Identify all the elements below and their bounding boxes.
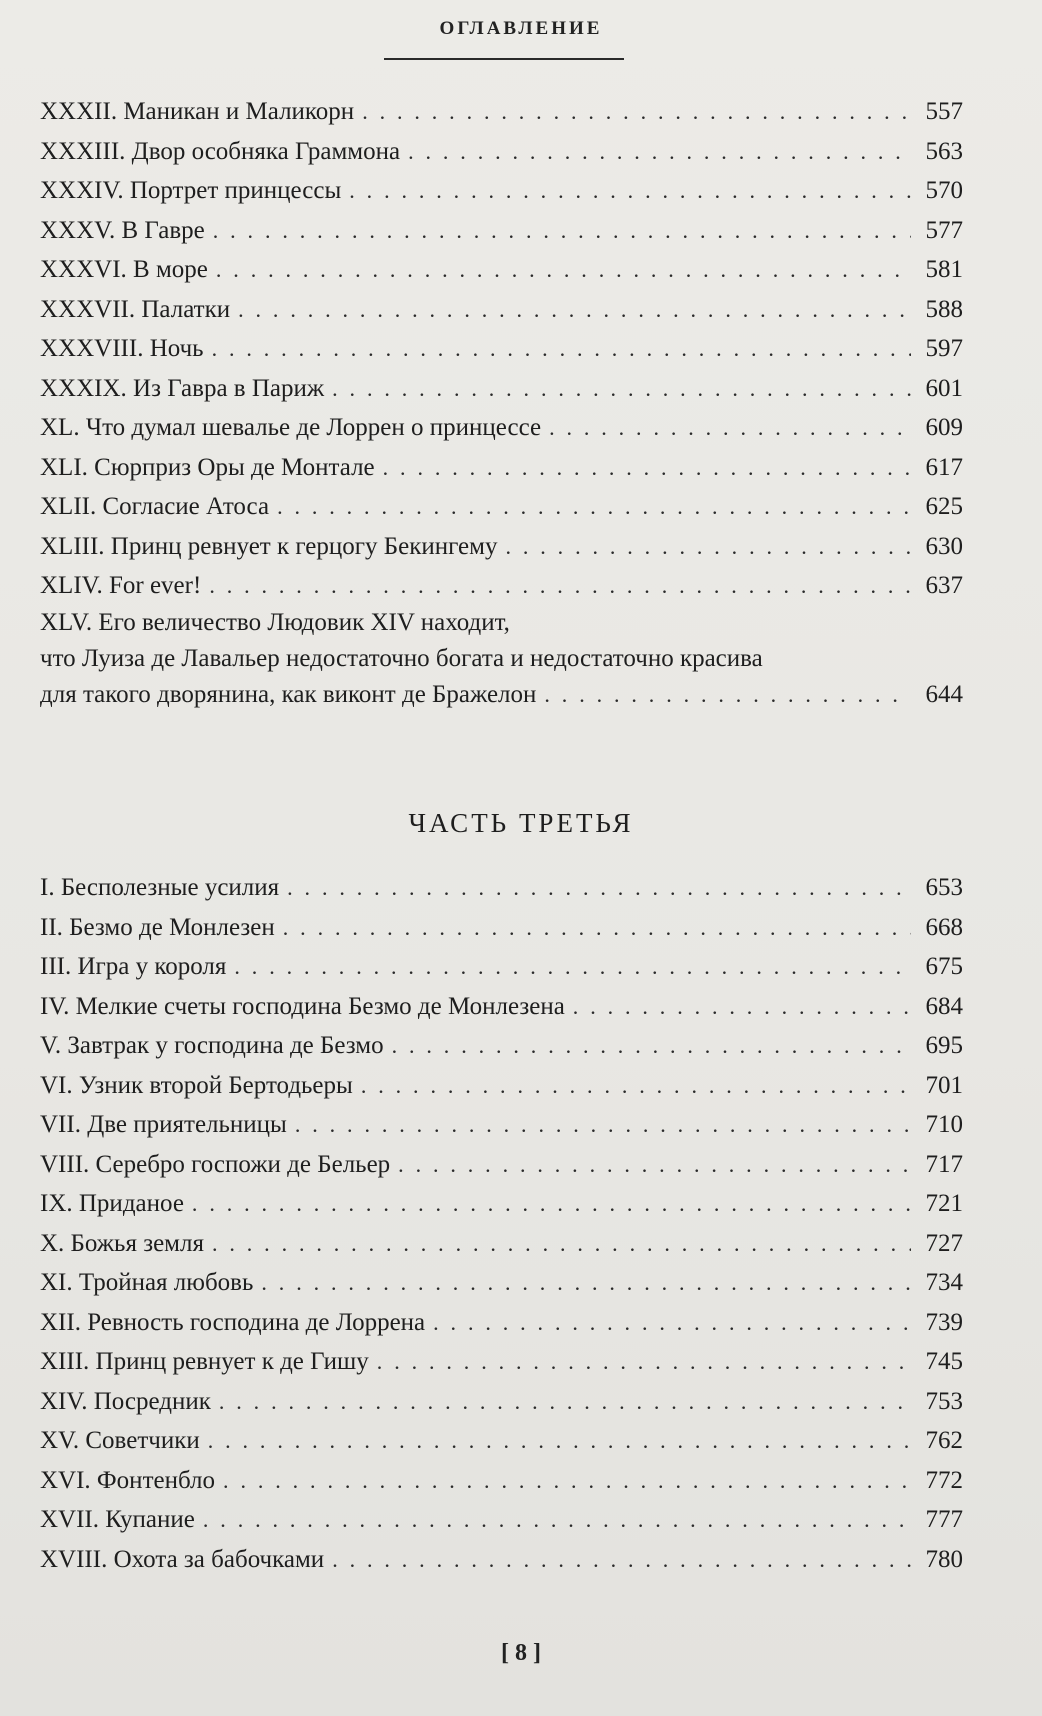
dot-leader xyxy=(573,987,911,1027)
toc-entry-title: XXXIX. Из Гавра в Париж xyxy=(40,374,325,402)
toc-entry-page: 780 xyxy=(925,1545,963,1573)
toc-entry-title: VI. Узник второй Бертодьеры xyxy=(40,1071,353,1099)
toc-entry-page: 601 xyxy=(925,374,963,402)
toc-entry-page: 745 xyxy=(925,1348,963,1375)
dot-leader xyxy=(433,1303,911,1343)
toc-entry-page: 739 xyxy=(925,1308,963,1336)
toc-list-part-three xyxy=(40,868,963,1579)
dot-leader xyxy=(544,677,911,713)
toc-entry-page: 637 xyxy=(925,572,963,599)
toc-entry-page: 734 xyxy=(925,1269,963,1296)
dot-leader xyxy=(392,1026,911,1066)
toc-entry xyxy=(40,987,963,1027)
toc-entry-page: 753 xyxy=(925,1387,963,1415)
dot-leader xyxy=(238,290,911,330)
toc-entry-title: V. Завтрак у господина де Безмо xyxy=(40,1032,384,1059)
dot-leader xyxy=(209,566,911,606)
page-header xyxy=(0,18,1042,40)
toc-entry xyxy=(40,171,963,211)
toc-entry xyxy=(40,1421,963,1461)
toc-entry xyxy=(40,1105,963,1145)
toc-entry-title: IV. Мелкие счеты господина Безмо де Монлезена xyxy=(40,992,565,1020)
dot-leader xyxy=(398,1145,911,1185)
dot-leader xyxy=(505,527,911,567)
toc-entry-title: XI. Тройная любовь xyxy=(40,1269,254,1296)
toc-entry xyxy=(40,250,963,290)
toc-entry xyxy=(40,1184,963,1224)
dot-leader xyxy=(277,487,911,527)
toc-entry-title: XXXIV. Портрет принцессы xyxy=(40,177,342,204)
toc-entry-title: XIII. Принц ревнует к де Гишу xyxy=(40,1348,369,1375)
dot-leader xyxy=(203,1500,911,1540)
toc-entry-page: 762 xyxy=(925,1427,963,1454)
toc-entry-title: II. Безмо де Монлезен xyxy=(40,913,275,941)
dot-leader xyxy=(192,1184,911,1224)
dot-leader xyxy=(349,171,911,211)
page-number: [ 8 ] xyxy=(501,1640,541,1666)
toc-entry xyxy=(40,868,963,908)
toc-entry-title: XV. Советчики xyxy=(40,1427,200,1454)
toc-entry xyxy=(40,566,963,606)
toc-entry-title: XLII. Согласие Атоса xyxy=(40,493,270,520)
toc-entry xyxy=(40,408,963,448)
toc-multiline-entry xyxy=(40,605,963,713)
dot-leader xyxy=(283,908,911,948)
dot-leader xyxy=(213,211,911,251)
toc-entry-page: 675 xyxy=(925,953,963,980)
toc-entry-title: XVII. Купание xyxy=(40,1506,195,1533)
toc-entry xyxy=(40,369,963,409)
toc-entry-page: 609 xyxy=(925,414,963,441)
toc-entry-title: XVI. Фонтенбло xyxy=(40,1466,216,1494)
toc-entry-page: 772 xyxy=(925,1466,963,1494)
toc-entry xyxy=(40,1461,963,1501)
toc-entry-page: 644 xyxy=(925,681,963,708)
page-title: ОГЛАВЛЕНИЕ xyxy=(439,18,603,39)
toc-entry-title: XVIII. Охота за бабочками xyxy=(40,1545,325,1573)
toc-entry xyxy=(40,211,963,251)
dot-leader xyxy=(361,1066,911,1106)
toc-entry-page: 588 xyxy=(925,295,963,323)
dot-leader xyxy=(362,92,911,132)
toc-entry-page: 630 xyxy=(925,532,963,560)
toc-entry-title: XXXVIII. Ночь xyxy=(40,335,204,362)
dot-leader xyxy=(216,250,911,290)
toc-entry-title-line: XLV. Его величество Людовик XIV находит, xyxy=(40,609,510,636)
toc-entry xyxy=(40,527,963,567)
toc-entry xyxy=(40,448,963,488)
dot-leader xyxy=(295,1105,911,1145)
toc-entry-title: IX. Приданое xyxy=(40,1190,184,1217)
toc-entry-page: 695 xyxy=(925,1032,963,1059)
toc-entry xyxy=(40,1303,963,1343)
toc-entry-page: 717 xyxy=(925,1150,963,1178)
toc-entry-page: 617 xyxy=(925,453,963,481)
toc-entry-page: 577 xyxy=(925,216,963,244)
toc-entry-title: XLIII. Принц ревнует к герцогу Бекингему xyxy=(40,532,498,560)
toc-entry-title: III. Игра у короля xyxy=(40,953,227,980)
toc-entry xyxy=(40,92,963,132)
toc-entry xyxy=(40,908,963,948)
toc-entry xyxy=(40,1540,963,1580)
toc-entry-title-line: для такого дворянина, как виконт де Бражелон xyxy=(40,681,537,708)
toc-entry xyxy=(40,605,963,713)
toc-list-part-two xyxy=(40,92,963,606)
toc-entry-page: 597 xyxy=(925,335,963,362)
section-heading: ЧАСТЬ ТРЕТЬЯ xyxy=(408,808,634,838)
dot-leader xyxy=(408,132,911,172)
toc-entry xyxy=(40,132,963,172)
toc-entry-title: XXXVI. В море xyxy=(40,256,208,283)
toc-entry xyxy=(40,487,963,527)
dot-leader xyxy=(234,947,911,987)
toc-entry-title: X. Божья земля xyxy=(40,1229,204,1257)
toc-entry xyxy=(40,1500,963,1540)
dot-leader xyxy=(332,369,911,409)
dot-leader xyxy=(377,1342,911,1382)
toc-entry-page: 668 xyxy=(925,913,963,941)
toc-entry-page: 653 xyxy=(925,874,963,901)
toc-entry-page: 557 xyxy=(925,98,963,125)
toc-entry-page: 727 xyxy=(925,1229,963,1257)
toc-entry xyxy=(40,1145,963,1185)
toc-entry-title-line: что Луиза де Лавальер недостаточно богата и недостаточно красива xyxy=(40,645,763,672)
dot-leader xyxy=(261,1263,911,1303)
dot-leader xyxy=(208,1421,911,1461)
toc-entry xyxy=(40,1342,963,1382)
toc-entry-page: 581 xyxy=(925,256,963,283)
toc-entry-page: 570 xyxy=(925,177,963,204)
toc-entry-title: XXXII. Маникан и Маликорн xyxy=(40,98,355,125)
toc-entry xyxy=(40,1026,963,1066)
dot-leader xyxy=(223,1461,911,1501)
dot-leader xyxy=(212,329,911,369)
toc-entry-title: VIII. Серебро госпожи де Бельер xyxy=(40,1150,391,1178)
toc-entry-title: XL. Что думал шевалье де Лоррен о принцессе xyxy=(40,414,542,441)
toc-entry-page: 777 xyxy=(925,1506,963,1533)
toc-entry-page: 563 xyxy=(925,137,963,165)
toc-entry xyxy=(40,329,963,369)
dot-leader xyxy=(219,1382,911,1422)
dot-leader xyxy=(549,408,911,448)
dot-leader xyxy=(287,868,911,908)
toc-entry-title: XLIV. For ever! xyxy=(40,572,202,599)
toc-entry-page: 684 xyxy=(925,992,963,1020)
toc-entry-title: XIV. Посредник xyxy=(40,1387,211,1415)
toc-entry-title: XII. Ревность господина де Лоррена xyxy=(40,1308,426,1336)
toc-entry-page: 625 xyxy=(925,493,963,520)
toc-entry-title: VII. Две приятельницы xyxy=(40,1111,287,1138)
dot-leader xyxy=(332,1540,911,1580)
toc-entry xyxy=(40,1224,963,1264)
toc-entry xyxy=(40,1066,963,1106)
dot-leader xyxy=(383,448,911,488)
dot-leader xyxy=(212,1224,911,1264)
toc-entry-page: 710 xyxy=(925,1111,963,1138)
toc-entry xyxy=(40,1382,963,1422)
toc-entry xyxy=(40,1263,963,1303)
toc-entry-title: XLI. Сюрприз Оры де Монтале xyxy=(40,453,375,481)
toc-entry xyxy=(40,290,963,330)
toc-entry-title: XXXV. В Гавре xyxy=(40,216,205,244)
toc-entry xyxy=(40,947,963,987)
toc-entry-title: XXXVII. Палатки xyxy=(40,295,231,323)
toc-entry-page: 701 xyxy=(925,1071,963,1099)
toc-entry-title: XXXIII. Двор особняка Граммона xyxy=(40,137,401,165)
header-divider xyxy=(384,58,624,60)
toc-entry-page: 721 xyxy=(925,1190,963,1217)
toc-entry-title: I. Бесполезные усилия xyxy=(40,874,280,901)
